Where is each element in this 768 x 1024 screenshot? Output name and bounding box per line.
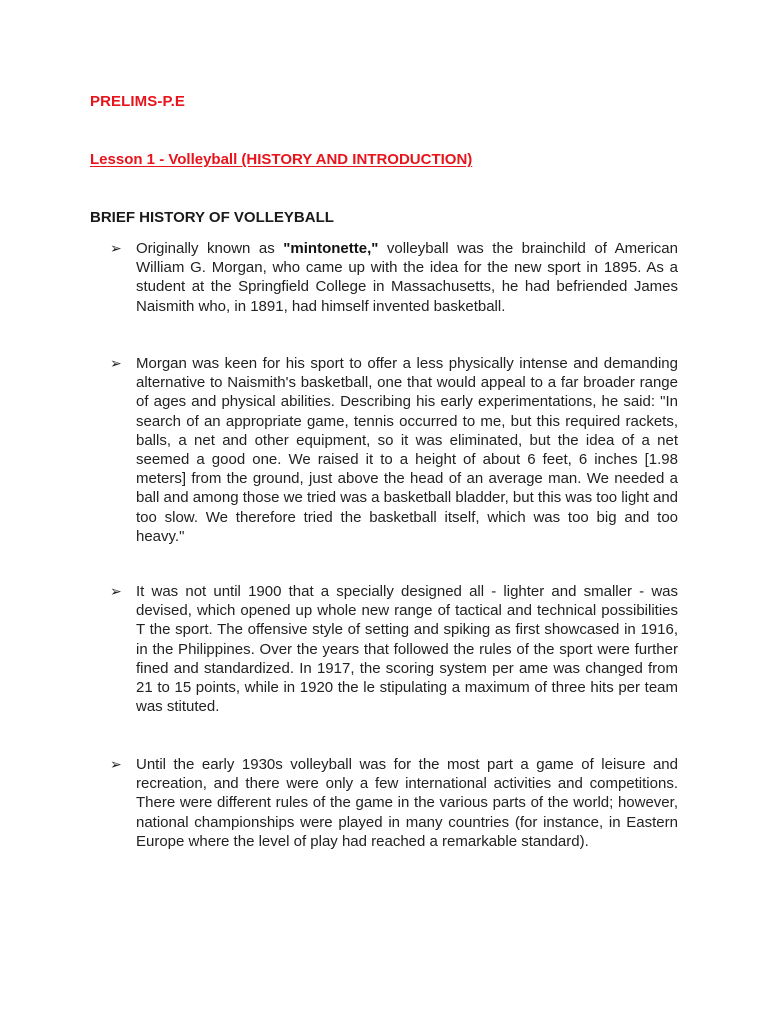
arrow-bullet-icon: ➢ <box>110 583 122 599</box>
bullet-text-emphasis: "mintonette," <box>283 240 379 257</box>
bullet-text: Morgan was keen for his sport to offer a less physically intense and demanding alternative to Naismith's basketball, one that would appeal to a far broader range of ages and physical abilities. Describing his early experimentations, he said: "In search of an appropriate game, tennis occurred to me, but this required rackets, balls, a net and other equipment, so it was eliminated, but the idea of a net seemed a good one. We raised it to a height of about 6 feet, 6 inches [1.98 meters] from the ground, just above the head of an average man. We needed a ball and among those we tried was a basketball bladder, but this was too light and too slow. We therefore tried the basketball itself, which was too big and too heavy." <box>136 355 679 545</box>
document-header: PRELIMS-P.E <box>90 93 186 110</box>
section-heading: BRIEF HISTORY OF VOLLEYBALL <box>90 209 334 226</box>
bullet-item <box>110 582 678 716</box>
bullet-item <box>110 239 678 316</box>
bullet-text <box>136 239 678 316</box>
bullet-item <box>110 354 678 546</box>
lesson-title: Lesson 1 - Volleyball (HISTORY AND INTRODUCTION) <box>90 151 473 168</box>
arrow-bullet-icon: ➢ <box>110 355 122 371</box>
bullet-item <box>110 755 678 851</box>
bullet-text: It was not until 1900 that a specially designed all - lighter and smaller - was devised, which opened up whole new range of tactical and technical possibilities T the sport. The offensive style of setting and spiking as first showcased in 1916, in the Philippines. Over the years that followed the rules of the sport were further fined and standardized. In 1917, the scoring system per ame was changed from 21 to 15 points, while in 1920 the le stipulating a maximum of three hits per team was stituted. <box>136 583 678 716</box>
bullet-text: Until the early 1930s volleyball was for the most part a game of leisure and recreation, and there were only a few international activities and competitions. There were different rules of the game in the various parts of the world; however, national championships were played in many countries (for instance, in Eastern Europe where the level of play had reached a remarkable standard). <box>136 756 678 850</box>
bullet-text-lead: Originally known as <box>136 240 284 257</box>
arrow-bullet-icon: ➢ <box>110 240 122 256</box>
arrow-bullet-icon: ➢ <box>110 756 122 772</box>
bullet-text-rest: volleyball was the brainchild of American William G. Morgan, who came up with the idea for the new sport in 1895. As a student at the Springfield College in Massachusetts, he had befriended James Naismith who, in 1891, had himself invented basketball. <box>136 240 678 315</box>
